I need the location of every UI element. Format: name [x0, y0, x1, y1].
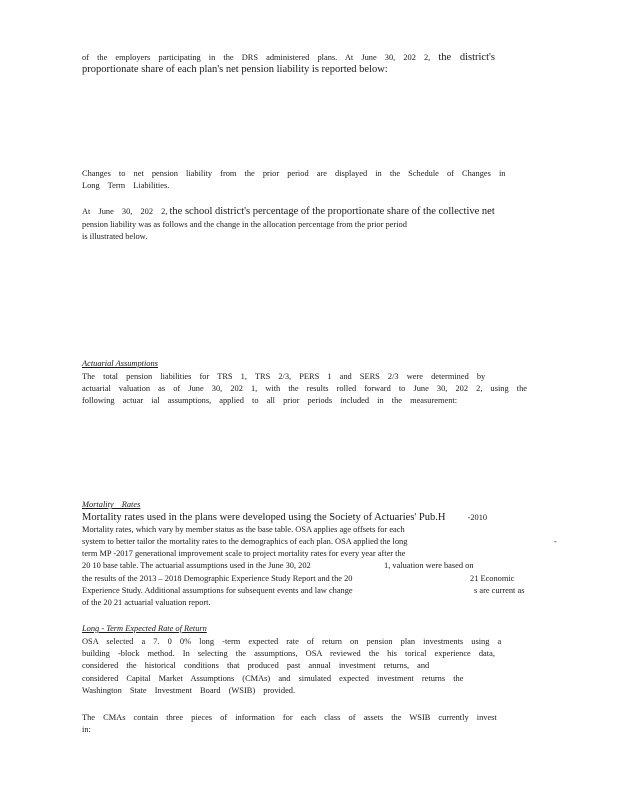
mortality-line1-tail: -2010 — [467, 513, 488, 522]
mortality-line-3: system to better tailor the mortality rates to the demographics of each plan. OSA applied the long — [82, 537, 408, 546]
actuarial-line-2: actuarial valuation as of June 30, 202 1, with the results rolled forward to June 30, 202 2, using the — [82, 384, 527, 393]
actuarial-line-3: following actuar ial assumptions, applied to all prior periods included in the measurement: — [82, 396, 458, 405]
actuarial-heading: Actuarial Assumptions — [82, 359, 158, 368]
return-line-1: OSA selected a 7. 0 0% long -term expected rate of return on pension plan investments using a — [82, 637, 502, 646]
mortality-line-7b: s are current as — [474, 586, 525, 595]
return-line-4: considered Capital Market Assumptions (CMAs) and simulated expected investment returns the — [82, 674, 464, 683]
paragraph-3-line-3: is illustrated below. — [82, 232, 148, 241]
return-line-2: building -block method. In selecting the assumptions, OSA reviewed the his torical experience data, — [82, 649, 495, 658]
mortality-line-5a: 20 10 base table. The actuarial assumptions used in the June 30, 202 — [82, 561, 311, 570]
return-line-3: considered the historical conditions that produced past annual investment returns, and — [82, 661, 430, 670]
mortality-line-6b: 21 Economic — [470, 574, 515, 583]
p3-line1-text: At June 30, 202 2, — [82, 207, 168, 216]
mortality-line1-emphasis: Mortality rates used in the plans were developed using the Society of Actuaries' Pub.H — [82, 512, 446, 523]
paragraph-2-line-1: Changes to net pension liability from the prior period are displayed in the Schedule of Changes in — [82, 169, 506, 178]
paragraph-1-line-1 — [82, 52, 495, 64]
cma-line-1: The CMAs contain three pieces of information for each class of assets the WSIB currently invest — [82, 713, 497, 722]
return-heading: Long - Term Expected Rate of Return — [82, 624, 207, 633]
return-line-5: Washington State Investment Board (WSIB) provided. — [82, 686, 296, 695]
p1-line1-text: of the employers participating in the DRS administered plans. At June 30, 202 2, — [82, 53, 431, 62]
mortality-line-7a: Experience Study. Additional assumptions for subsequent events and law change — [82, 586, 353, 595]
paragraph-3-line-1 — [82, 206, 495, 218]
mortality-line-8: of the 20 21 actuarial valuation report. — [82, 598, 211, 607]
p1-line1-emphasis: the district's — [438, 52, 495, 63]
cma-line-2: in: — [82, 725, 91, 734]
mortality-line-2: Mortality rates, which vary by member status as the base table. OSA applies age offsets for each — [82, 525, 405, 534]
actuarial-line-1: The total pension liabilities for TRS 1, TRS 2/3, PERS 1 and SERS 2/3 were determined by — [82, 372, 486, 381]
mortality-line-1 — [82, 512, 487, 524]
mortality-line-3-hyphen: - — [554, 537, 557, 546]
mortality-line-6a: the results of the 2013 – 2018 Demographic Experience Study Report and the 20 — [82, 574, 353, 583]
mortality-heading: Mortality Rates — [82, 500, 141, 509]
paragraph-3-line-2: pension liability was as follows and the change in the allocation percentage from the prior period — [82, 220, 407, 229]
paragraph-1-line-2: proportionate share of each plan's net pension liability is reported below: — [82, 64, 388, 75]
mortality-line-4: term MP -2017 generational improvement scale to project mortality rates for every year after the — [82, 549, 406, 558]
paragraph-2-line-2: Long Term Liabilities. — [82, 181, 170, 190]
mortality-line-5b: 1, valuation were based on — [384, 561, 474, 570]
p3-line1-emphasis: the school district's percentage of the proportionate share of the collective net — [169, 206, 495, 217]
